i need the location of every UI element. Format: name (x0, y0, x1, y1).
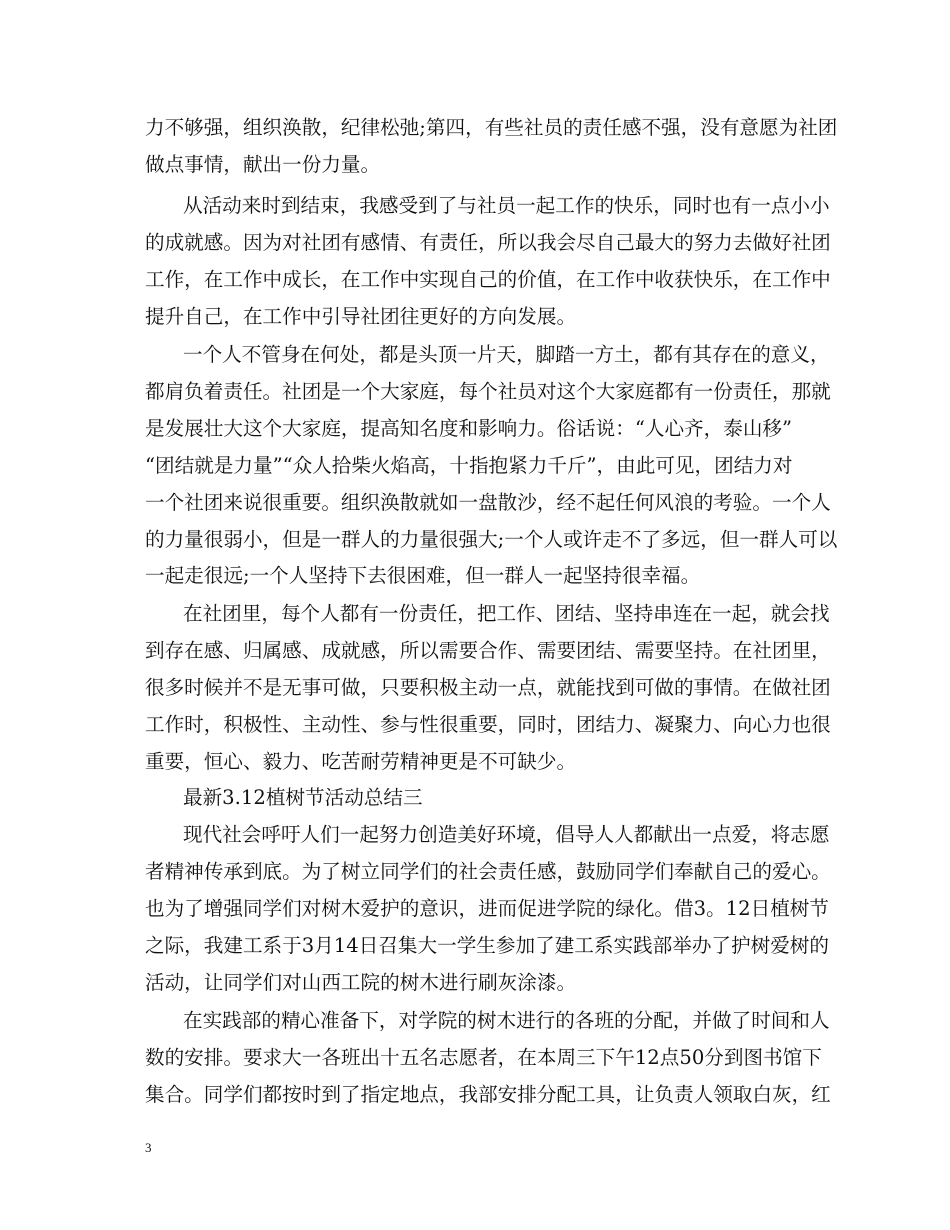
text-line: 之际，我建工系于3月14日召集大一学生参加了建工系实践部举办了护树爱树的 (145, 934, 829, 957)
text-line: 一个社团来说很重要。组织涣散就如一盘散沙，经不起任何风浪的考验。一个人 (145, 491, 831, 514)
paragraph-start-line: 从活动来时到结束，我感受到了与社员一起工作的快乐，同时也有一点小小 (183, 194, 830, 217)
text-line: 是发展壮大这个大家庭，提高知名度和影响力。俗话说：“人心齐，泰山移” (145, 417, 793, 440)
text-line: 的成就感。因为对社团有感情、有责任，所以我会尽自己最大的努力去做好社团 (145, 231, 831, 254)
paragraph-start-line: 在社团里，每个人都有一份责任，把工作、团结、坚持串连在一起，就会找 (183, 602, 830, 625)
text-line: 做点事情，献出一份力量。 (145, 153, 381, 176)
text-line: 的力量很弱小，但是一群人的力量很强大;一个人或许走不了多远，但一群人可以 (145, 528, 838, 551)
paragraph-start-line: 在实践部的精心准备下，对学院的树木进行的各班的分配，并做了时间和人 (183, 1009, 830, 1032)
text-line: 重要，恒心、毅力、吃苦耐劳精神更是不可缺少。 (145, 750, 577, 773)
text-line: 者精神传承到底。为了树立同学们的社会责任感，鼓励同学们奉献自己的爱心。 (145, 860, 831, 883)
text-line: 工作，在工作中成长，在工作中实现自己的价值，在工作中收获快乐，在工作中 (145, 268, 831, 291)
text-line: “团结就是力量”“众人拾柴火焰高，十指抱紧力千斤”，由此可见，团结力对 (145, 454, 793, 477)
text-line: 活动，让同学们对山西工院的树木进行刷灰涂漆。 (145, 971, 577, 994)
text-line: 提升自己，在工作中引导社团往更好的方向发展。 (145, 305, 577, 328)
text-line: 力不够强，组织涣散，纪律松弛;第四，有些社员的责任感不强，没有意愿为社团 (145, 116, 838, 139)
text-line: 很多时候并不是无事可做，只要积极主动一点，就能找到可做的事情。在做社团 (145, 676, 831, 699)
text-line: 都肩负着责任。社团是一个大家庭，每个社员对这个大家庭都有一份责任，那就 (145, 380, 831, 403)
paragraph-start-line: 现代社会呼吁人们一起努力创造美好环境，倡导人人都献出一点爱，将志愿 (183, 823, 830, 846)
text-line: 工作时，积极性、主动性、参与性很重要，同时，团结力、凝聚力、向心力也很 (145, 713, 831, 736)
paragraph-start-line: 一个人不管身在何处，都是头顶一片天，脚踏一方土，都有其存在的意义， (183, 343, 830, 366)
text-line: 也为了增强同学们对树木爱护的意识，进而促进学院的绿化。借3。12日植树节 (145, 897, 829, 920)
text-line: 一起走很远;一个人坚持下去很困难，但一群人一起坚持很幸福。 (145, 564, 701, 587)
text-line: 到存在感、归属感、成就感，所以需要合作、需要团结、需要坚持。在社团里， (145, 639, 831, 662)
text-line: 集合。同学们都按时到了指定地点，我部安排分配工具，让负责人领取白灰，红 (145, 1083, 831, 1106)
page-number: 3 (145, 1140, 152, 1155)
section-heading: 最新3.12植树节活动总结三 (183, 786, 423, 809)
text-line: 数的安排。要求大一各班出十五名志愿者，在本周三下午12点50分到图书馆下 (145, 1046, 822, 1069)
